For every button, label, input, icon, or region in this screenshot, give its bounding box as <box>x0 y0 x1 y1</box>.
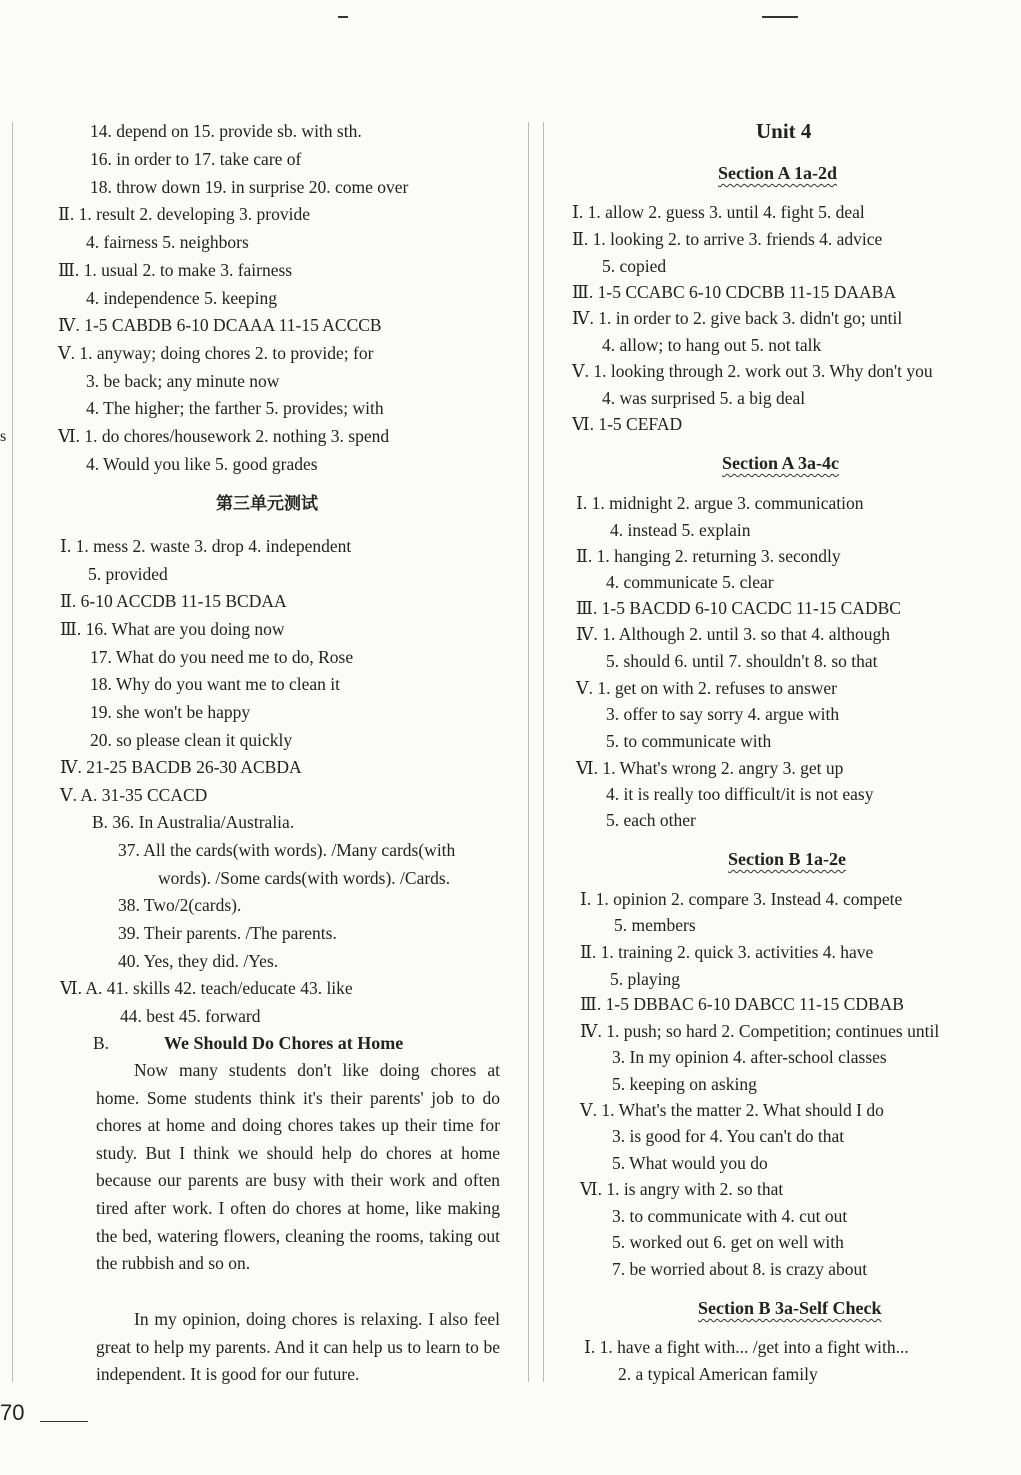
top-mark-right <box>762 16 798 18</box>
answer-line: 3. is good for 4. You can't do that <box>612 1126 845 1146</box>
answer-line: Ⅵ. 1. is angry with 2. so that <box>580 1179 784 1199</box>
answer-line: Ⅱ. 6-10 ACCDB 11-15 BCDAA <box>60 591 287 611</box>
answer-line: 5. copied <box>602 256 667 276</box>
answer-line: 4. independence 5. keeping <box>86 288 277 308</box>
answer-line: 5. should 6. until 7. shouldn't 8. so that <box>606 651 878 671</box>
answer-line: Ⅳ. 1-5 CABDB 6-10 DCAAA 11-15 ACCCB <box>58 315 382 335</box>
answer-line: Ⅵ. 1. do chores/housework 2. nothing 3. spend <box>58 426 390 446</box>
answer-line: 3. In my opinion 4. after-school classes <box>612 1047 887 1067</box>
column-divider-left <box>528 122 529 1382</box>
answer-line: 3. to communicate with 4. cut out <box>612 1206 848 1226</box>
answer-line: Ⅴ. 1. anyway; doing chores 2. to provide; for <box>58 343 374 363</box>
answer-line: 5. provided <box>88 564 168 584</box>
answer-line: Ⅰ. 1. midnight 2. argue 3. communication <box>576 493 864 513</box>
answer-line: 5. keeping on asking <box>612 1074 757 1094</box>
answer-line: Ⅲ. 16. What are you doing now <box>60 619 285 639</box>
answer-line: Ⅴ. 1. looking through 2. work out 3. Why don't you <box>572 361 933 381</box>
answer-line: 4. The higher; the farther 5. provides; with <box>86 398 384 418</box>
answer-line: 17. What do you need me to do, Rose <box>90 647 354 667</box>
essay-label: B. <box>93 1033 110 1053</box>
answer-line: 14. depend on 15. provide sb. with sth. <box>90 121 362 141</box>
page-number-rule <box>40 1421 88 1422</box>
answer-line: 18. Why do you want me to clean it <box>90 674 340 694</box>
answer-line: 3. offer to say sorry 4. argue with <box>606 704 840 724</box>
section-title: Section A 1a-2d <box>718 163 838 183</box>
answer-line: 3. be back; any minute now <box>86 371 280 391</box>
answer-line: 4. Would you like 5. good grades <box>86 454 318 474</box>
answer-line: Ⅳ. 1. Although 2. until 3. so that 4. although <box>576 624 891 644</box>
answer-line: 4. fairness 5. neighbors <box>86 232 249 252</box>
answer-line: Ⅳ. 1. in order to 2. give back 3. didn't go; until <box>572 308 903 328</box>
answer-line: Ⅱ. 1. looking 2. to arrive 3. friends 4. advice <box>572 229 883 249</box>
answer-line: 16. in order to 17. take care of <box>90 149 302 169</box>
answer-line: 44. best 45. forward <box>120 1006 261 1026</box>
answer-line: Ⅵ. A. 41. skills 42. teach/educate 43. like <box>60 978 353 998</box>
answer-line: Ⅳ. 1. push; so hard 2. Competition; continues until <box>580 1021 940 1041</box>
answer-line: Ⅵ. 1. What's wrong 2. angry 3. get up <box>576 758 844 778</box>
answer-line: 37. All the cards(with words). /Many cards(with <box>118 840 456 860</box>
answer-line: 5. playing <box>610 969 680 989</box>
unit-title: Unit 4 <box>756 119 812 143</box>
left-margin-rule <box>12 122 13 1382</box>
answer-line: 40. Yes, they did. /Yes. <box>118 951 279 971</box>
column-divider-right <box>543 122 544 1382</box>
answer-line: 2. a typical American family <box>618 1364 818 1384</box>
section-title: Section B 1a-2e <box>728 849 846 869</box>
essay-paragraph-1: Now many students don't like doing chores at home. Some students think it's their parents' job to do chores at home and doing chores takes up their time for study. But I think we should help do chores at home because our parents are busy with their work and often tired after work. I often do chores at home, like making the bed, watering flowers, cleaning the rooms, taking out the rubbish and so on. <box>96 1060 500 1274</box>
answer-line: 5. What would you do <box>612 1153 768 1173</box>
answer-line: Ⅲ. 1-5 BACDD 6-10 CACDC 11-15 CADBC <box>576 598 901 618</box>
answer-line: Ⅱ. 1. training 2. quick 3. activities 4. have <box>580 942 874 962</box>
answer-line: 18. throw down 19. in surprise 20. come over <box>90 177 409 197</box>
answer-line: Ⅴ. 1. What's the matter 2. What should I do <box>580 1100 884 1120</box>
answer-line: 4. allow; to hang out 5. not talk <box>602 335 822 355</box>
answer-line: Ⅲ. 1. usual 2. to make 3. fairness <box>58 260 293 280</box>
answer-line: 19. she won't be happy <box>90 702 251 722</box>
answer-line: B. 36. In Australia/Australia. <box>92 812 295 832</box>
answer-line: words). /Some cards(with words). /Cards. <box>158 868 451 888</box>
answer-line: 4. it is really too difficult/it is not easy <box>606 784 874 804</box>
answer-line: Ⅲ. 1-5 DBBAC 6-10 DABCC 11-15 CDBAB <box>580 994 904 1014</box>
top-mark-left <box>338 16 348 18</box>
answer-line: 5. worked out 6. get on well with <box>612 1232 844 1252</box>
section-title: Section A 3a-4c <box>722 453 839 473</box>
page-number: 70 <box>0 1400 25 1425</box>
answer-line: Ⅰ. 1. allow 2. guess 3. until 4. fight 5. deal <box>572 202 865 222</box>
answer-line: 4. was surprised 5. a big deal <box>602 388 806 408</box>
answer-line: 5. each other <box>606 810 696 830</box>
answer-line: Ⅰ. 1. opinion 2. compare 3. Instead 4. compete <box>580 889 903 909</box>
answer-line: Ⅴ. 1. get on with 2. refuses to answer <box>576 678 837 698</box>
essay-title: We Should Do Chores at Home <box>164 1033 404 1053</box>
answer-line: 4. communicate 5. clear <box>606 572 774 592</box>
answer-line: Ⅴ. A. 31-35 CCACD <box>60 785 208 805</box>
answer-line: Ⅰ. 1. have a fight with... /get into a fight with... <box>584 1337 909 1357</box>
answer-line: 39. Their parents. /The parents. <box>118 923 337 943</box>
unit-test-title: 第三单元测试 <box>216 494 318 514</box>
answer-line: 5. members <box>614 915 696 935</box>
answer-line: Ⅵ. 1-5 CEFAD <box>572 414 683 434</box>
answer-line: Ⅳ. 21-25 BACDB 26-30 ACBDA <box>60 757 302 777</box>
section-title: Section B 3a-Self Check <box>698 1298 882 1318</box>
answer-line: 7. be worried about 8. is crazy about <box>612 1259 868 1279</box>
answer-line: 38. Two/2(cards). <box>118 895 242 915</box>
answer-line: 20. so please clean it quickly <box>90 730 293 750</box>
essay-paragraph-2: In my opinion, doing chores is relaxing. I also feel great to help my parents. And it can help us to learn to be independent. It is good for our future. <box>96 1309 500 1385</box>
answer-line: 5. to communicate with <box>606 731 772 751</box>
answer-line: 4. instead 5. explain <box>610 520 751 540</box>
answer-line: Ⅱ. 1. hanging 2. returning 3. secondly <box>576 546 841 566</box>
answer-line: Ⅱ. 1. result 2. developing 3. provide <box>58 204 310 224</box>
answer-line: Ⅰ. 1. mess 2. waste 3. drop 4. independent <box>60 536 352 556</box>
answer-line: Ⅲ. 1-5 CCABC 6-10 CDCBB 11-15 DAABA <box>572 282 896 302</box>
edge-fragment: s <box>0 428 7 445</box>
